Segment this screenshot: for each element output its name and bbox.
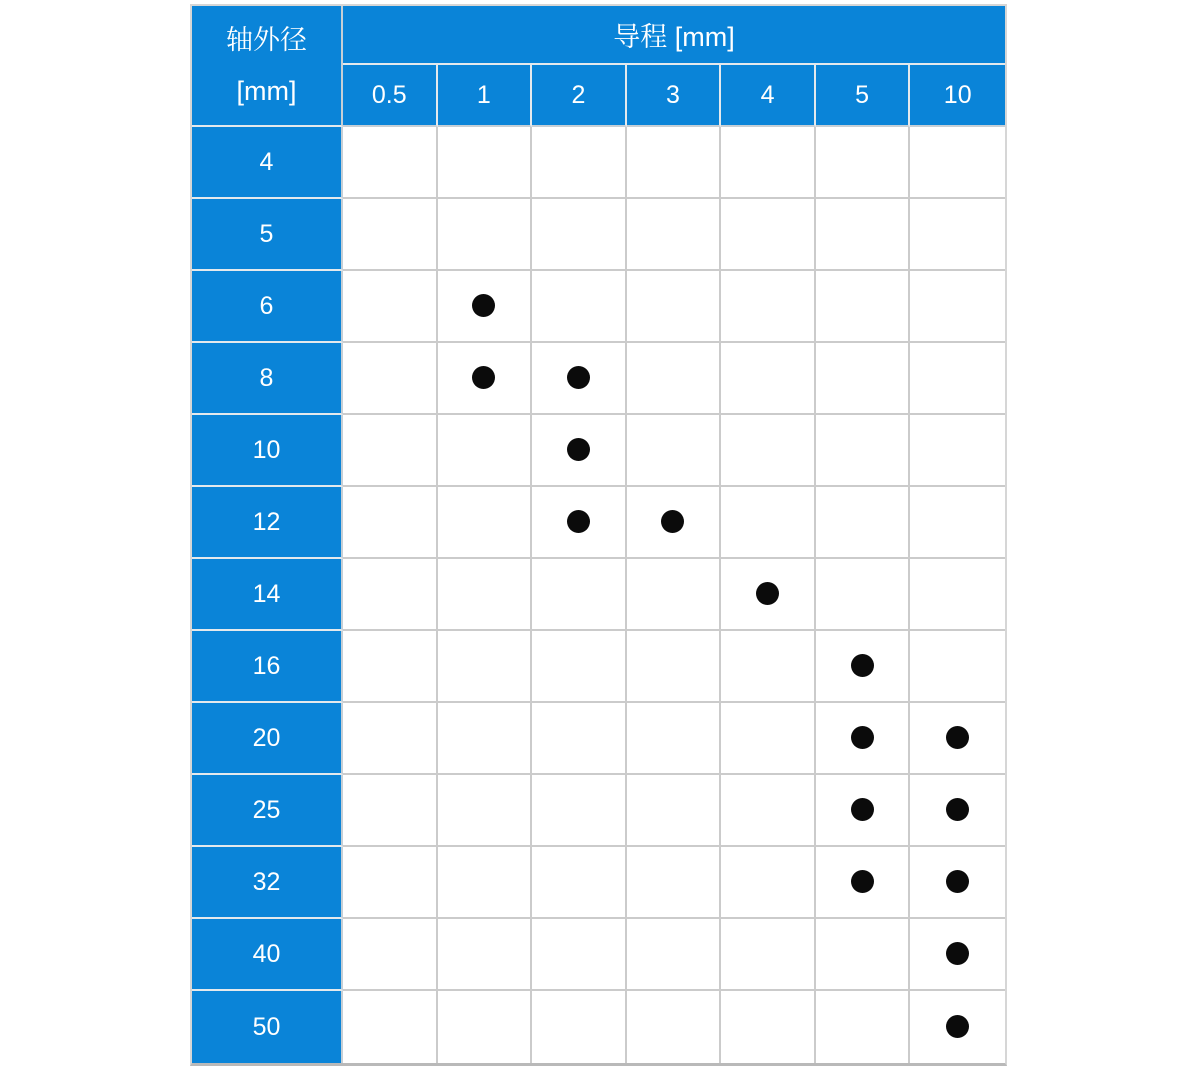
cell-14-3 <box>627 559 722 631</box>
cell-8-2 <box>532 343 627 415</box>
cell-10-1 <box>438 415 533 487</box>
cell-6-0.5 <box>343 271 438 343</box>
cell-20-0.5 <box>343 703 438 775</box>
cell-50-0.5 <box>343 991 438 1063</box>
cell-40-0.5 <box>343 919 438 991</box>
availability-dot <box>756 582 779 605</box>
cell-12-10 <box>910 487 1005 559</box>
availability-dot <box>567 510 590 533</box>
cell-10-10 <box>910 415 1005 487</box>
cell-6-4 <box>721 271 816 343</box>
availability-dot <box>851 726 874 749</box>
row-header-40: 40 <box>192 919 343 991</box>
cell-25-0.5 <box>343 775 438 847</box>
cell-14-2 <box>532 559 627 631</box>
row-header-25: 25 <box>192 775 343 847</box>
cell-32-1 <box>438 847 533 919</box>
cell-16-5 <box>816 631 911 703</box>
availability-dot <box>946 1015 969 1038</box>
col-header-0.5: 0.5 <box>343 65 438 127</box>
cell-16-3 <box>627 631 722 703</box>
col-header-4: 4 <box>721 65 816 127</box>
cell-4-0.5 <box>343 127 438 199</box>
cell-8-4 <box>721 343 816 415</box>
cell-50-3 <box>627 991 722 1063</box>
cell-25-10 <box>910 775 1005 847</box>
cell-40-1 <box>438 919 533 991</box>
row-axis-header <box>192 6 343 127</box>
cell-14-1 <box>438 559 533 631</box>
cell-25-1 <box>438 775 533 847</box>
cell-4-1 <box>438 127 533 199</box>
cell-12-4 <box>721 487 816 559</box>
cell-8-5 <box>816 343 911 415</box>
cell-6-1 <box>438 271 533 343</box>
cell-12-0.5 <box>343 487 438 559</box>
cell-10-2 <box>532 415 627 487</box>
cell-40-5 <box>816 919 911 991</box>
cell-8-1 <box>438 343 533 415</box>
cell-10-4 <box>721 415 816 487</box>
availability-dot <box>567 366 590 389</box>
cell-5-4 <box>721 199 816 271</box>
cell-5-10 <box>910 199 1005 271</box>
cell-40-2 <box>532 919 627 991</box>
cell-20-2 <box>532 703 627 775</box>
availability-dot <box>946 798 969 821</box>
col-header-1: 1 <box>438 65 533 127</box>
cell-12-3 <box>627 487 722 559</box>
cell-10-0.5 <box>343 415 438 487</box>
cell-5-3 <box>627 199 722 271</box>
cell-4-10 <box>910 127 1005 199</box>
cell-8-10 <box>910 343 1005 415</box>
cell-6-10 <box>910 271 1005 343</box>
cell-14-10 <box>910 559 1005 631</box>
cell-16-2 <box>532 631 627 703</box>
cell-40-4 <box>721 919 816 991</box>
row-header-32: 32 <box>192 847 343 919</box>
cell-8-3 <box>627 343 722 415</box>
row-header-5: 5 <box>192 199 343 271</box>
row-header-6: 6 <box>192 271 343 343</box>
cell-8-0.5 <box>343 343 438 415</box>
col-axis-header: 导程 [mm] <box>343 6 1005 65</box>
col-header-3: 3 <box>627 65 722 127</box>
cell-32-4 <box>721 847 816 919</box>
cell-14-5 <box>816 559 911 631</box>
cell-20-10 <box>910 703 1005 775</box>
availability-dot <box>946 726 969 749</box>
cell-25-5 <box>816 775 911 847</box>
cell-5-5 <box>816 199 911 271</box>
availability-table <box>190 4 1007 1066</box>
row-header-10: 10 <box>192 415 343 487</box>
row-header-20: 20 <box>192 703 343 775</box>
availability-dot <box>567 438 590 461</box>
availability-dot <box>851 654 874 677</box>
cell-25-2 <box>532 775 627 847</box>
cell-6-2 <box>532 271 627 343</box>
cell-16-0.5 <box>343 631 438 703</box>
availability-dot <box>851 870 874 893</box>
cell-4-2 <box>532 127 627 199</box>
cell-12-1 <box>438 487 533 559</box>
cell-50-5 <box>816 991 911 1063</box>
row-axis-header-line2: [mm] <box>236 75 297 106</box>
availability-dot <box>946 870 969 893</box>
cell-16-1 <box>438 631 533 703</box>
cell-50-4 <box>721 991 816 1063</box>
cell-4-3 <box>627 127 722 199</box>
row-header-8: 8 <box>192 343 343 415</box>
cell-25-4 <box>721 775 816 847</box>
cell-50-2 <box>532 991 627 1063</box>
cell-16-10 <box>910 631 1005 703</box>
cell-50-1 <box>438 991 533 1063</box>
row-header-50: 50 <box>192 991 343 1063</box>
cell-20-1 <box>438 703 533 775</box>
cell-20-5 <box>816 703 911 775</box>
cell-4-5 <box>816 127 911 199</box>
cell-5-0.5 <box>343 199 438 271</box>
row-header-4: 4 <box>192 127 343 199</box>
cell-16-4 <box>721 631 816 703</box>
availability-dot <box>851 798 874 821</box>
cell-12-5 <box>816 487 911 559</box>
cell-14-4 <box>721 559 816 631</box>
cell-20-4 <box>721 703 816 775</box>
cell-5-2 <box>532 199 627 271</box>
availability-dot <box>661 510 684 533</box>
cell-25-3 <box>627 775 722 847</box>
row-header-14: 14 <box>192 559 343 631</box>
col-header-2: 2 <box>532 65 627 127</box>
availability-dot <box>946 942 969 965</box>
cell-32-10 <box>910 847 1005 919</box>
cell-10-5 <box>816 415 911 487</box>
row-header-12: 12 <box>192 487 343 559</box>
cell-4-4 <box>721 127 816 199</box>
availability-dot <box>472 294 495 317</box>
cell-6-5 <box>816 271 911 343</box>
cell-6-3 <box>627 271 722 343</box>
cell-40-10 <box>910 919 1005 991</box>
cell-5-1 <box>438 199 533 271</box>
cell-32-5 <box>816 847 911 919</box>
col-header-5: 5 <box>816 65 911 127</box>
cell-32-2 <box>532 847 627 919</box>
row-header-16: 16 <box>192 631 343 703</box>
cell-50-10 <box>910 991 1005 1063</box>
row-axis-header-line1: 轴外径 <box>226 24 307 55</box>
cell-10-3 <box>627 415 722 487</box>
col-header-10: 10 <box>910 65 1005 127</box>
cell-12-2 <box>532 487 627 559</box>
cell-14-0.5 <box>343 559 438 631</box>
cell-20-3 <box>627 703 722 775</box>
cell-32-3 <box>627 847 722 919</box>
cell-40-3 <box>627 919 722 991</box>
availability-dot <box>472 366 495 389</box>
cell-32-0.5 <box>343 847 438 919</box>
